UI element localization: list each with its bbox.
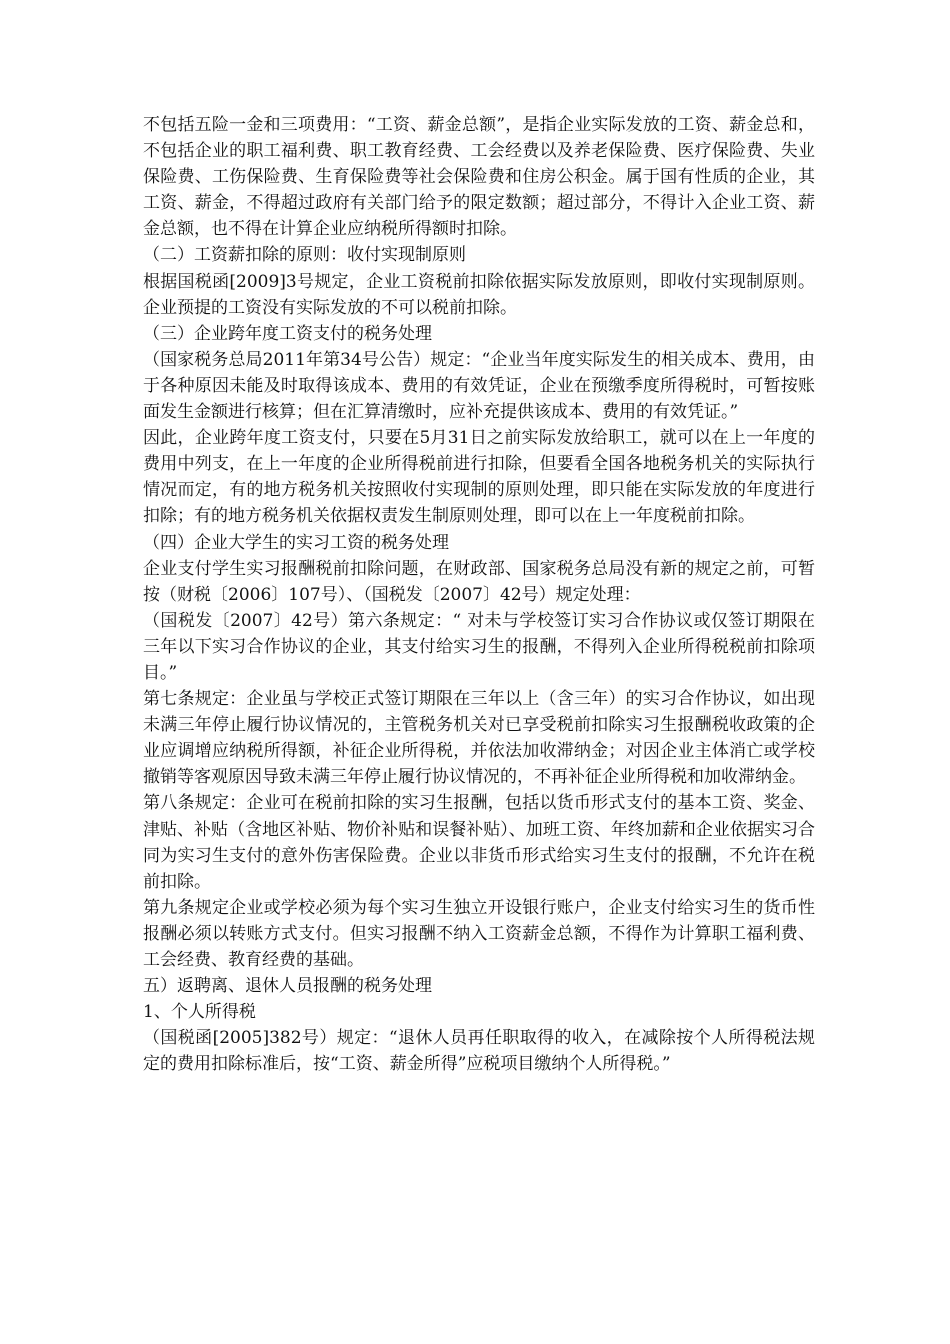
paragraph-article-six: （国税发〔2007〕42号）第六条规定：“ 对未与学校签订实习合作协议或仅签订期限在三年以下实习合作协议的企业，其支付给实习生的报酬，不得列入企业所得税税前扣除项目。” — [143, 610, 815, 683]
paragraph-social-insurance-exclusion: 不包括五险一金和三项费用：“工资、薪金总额”，是指企业实际发放的工资、薪金总和，不包括企业的职工福利费、职工教育经费、工会经费以及养老保险费、医疗保险费、失业保险费、工伤保险费、生育保险费等社会保险费和住房公积金。属于国有性质的企业，其工资、薪金，不得超过政府有关部门给予的限定数额；超过部分，不得计入企业工资、薪金总额，也不得在计算企业应纳税所得额时扣除。 — [143, 115, 815, 240]
paragraph-cash-basis: 根据国税函[2009]3号规定，企业工资税前扣除依据实际发放原则，即收付实现制原则。企业预提的工资没有实际发放的不可以税前扣除。 — [143, 271, 815, 318]
paragraph-notice-382: （国税函[2005]382号）规定：“退休人员再任职取得的收入，在减除按个人所得税法规定的费用扣除标准后，按“工资、薪金所得”应税项目缴纳个人所得税。” — [143, 1028, 815, 1075]
paragraph-article-nine: 第九条规定企业或学校必须为每个实习生独立开设银行账户，企业支付给实习生的货币性报酬必须以转账方式支付。但实习报酬不纳入工资薪金总额，不得作为计算职工福利费、工会经费、教育经费的基础。 — [143, 897, 815, 970]
paragraph-announcement-34: （国家税务总局2011年第34号公告）规定：“企业当年度实际发生的相关成本、费用，由于各种原因未能及时取得该成本、费用的有效凭证，企业在预缴季度所得税时，可暂按账面发生金额进行核算；但在汇算清缴时，应补充提供该成本、费用的有效凭证。” — [143, 349, 815, 423]
heading-rehired-retirees: 五）返聘离、退休人员报酬的税务处理 — [143, 976, 432, 997]
heading-individual-income-tax: 1、个人所得税 — [143, 1002, 256, 1023]
paragraph-cross-year-explanation: 因此，企业跨年度工资支付，只要在5月31日之前实际发放给职工，就可以在上一年度的费用中列支，在上一年度的企业所得税前进行扣除，但要看全国各地税务机关的实际执行情况而定，有的地方税务机关按照收付实现制的原则处理，即只能在实际发放的年度进行扣除；有的地方税务机关依据权责发生制原则处理，即可以在上一年度税前扣除。 — [143, 428, 815, 527]
heading-intern-wages: （四）企业大学生的实习工资的税务处理 — [143, 532, 449, 553]
paragraph-article-eight: 第八条规定：企业可在税前扣除的实习生报酬，包括以货币形式支付的基本工资、奖金、津贴、补贴（含地区补贴、物价补贴和误餐补贴）、加班工资、年终加薪和企业依据实习合同为实习生支付的意外伤害保险费。企业以非货币形式给实习生支付的报酬，不允许在税前扣除。 — [143, 793, 815, 892]
document-body — [143, 112, 815, 1077]
heading-cross-year-wages: （三）企业跨年度工资支付的税务处理 — [143, 323, 432, 344]
paragraph-article-seven: 第七条规定：企业虽与学校正式签订期限在三年以上（含三年）的实习合作协议，如出现未满三年停止履行协议情况的，主管税务机关对已享受税前扣除实习生报酬税收政策的企业应调增应纳税所得额，补征企业所得税，并依法加收滞纳金；对因企业主体消亡或学校撤销等客观原因导致未满三年停止履行协议情况的，不再补征企业所得税和加收滞纳金。 — [143, 689, 815, 788]
heading-deduction-principle: （二）工资薪扣除的原则：收付实现制原则 — [143, 245, 466, 266]
paragraph-intern-rules-intro: 企业支付学生实习报酬税前扣除问题，在财政部、国家税务总局没有新的规定之前，可暂按（财税〔2006〕107号）、（国税发〔2007〕42号）规定处理： — [143, 558, 815, 605]
